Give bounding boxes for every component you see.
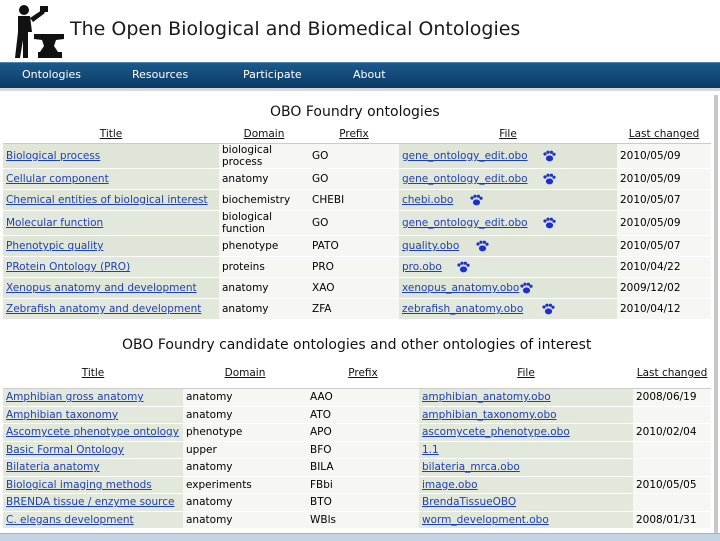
nav-ontologies[interactable]: Ontologies [22, 68, 81, 81]
date-cell [633, 441, 711, 459]
date-cell-text: 2010/05/05 [636, 478, 697, 491]
date-cell [633, 389, 711, 407]
ontology-title-text[interactable]: PRotein Ontology (PRO) [6, 261, 131, 273]
nav-divider [0, 88, 720, 91]
prefix-cell-text: BILA [310, 461, 334, 474]
domain-cell-text: phenotype [186, 426, 243, 439]
ontology-title [3, 190, 219, 211]
domain-cell-text: anatomy [222, 282, 269, 294]
ontology-title-text[interactable]: Biological imaging methods [6, 478, 152, 491]
prefix-cell [309, 144, 399, 169]
prefix-cell-text: XAO [312, 282, 335, 294]
ontology-title-text[interactable]: Amphibian taxonomy [6, 408, 119, 421]
table-row [3, 476, 711, 494]
ontology-title [3, 459, 183, 477]
file-cell-text[interactable]: chebi.obo [402, 194, 454, 206]
file-cell-text[interactable]: amphibian_anatomy.obo [422, 391, 551, 404]
date-cell [633, 476, 711, 494]
prefix-cell-text: FBbi [310, 478, 333, 491]
nav-about[interactable]: About [353, 68, 386, 81]
prefix-cell [309, 278, 399, 299]
file-cell-text[interactable]: gene_ontology_edit.obo [402, 173, 528, 185]
col-last-changed[interactable]: Last changed [633, 358, 711, 389]
ontology-title-text[interactable]: Amphibian gross anatomy [6, 391, 144, 404]
ontology-title-text[interactable]: Ascomycete phenotype ontology [6, 426, 179, 439]
table-row [3, 211, 711, 236]
prefix-cell [307, 389, 419, 407]
ontology-title-text[interactable]: Bilateria anatomy [6, 461, 100, 474]
date-cell-text: 2010/05/07 [620, 194, 681, 206]
date-cell-text: 2010/05/09 [620, 150, 681, 162]
prefix-cell-text: GO [312, 150, 329, 162]
prefix-cell [309, 169, 399, 190]
ontology-title-text[interactable]: Biological process [6, 150, 101, 162]
ontology-title [3, 257, 219, 278]
prefix-cell [309, 190, 399, 211]
table-row [3, 511, 711, 529]
file-cell-text[interactable]: image.obo [422, 478, 478, 491]
date-cell [633, 494, 711, 512]
table-row [3, 494, 711, 512]
col-domain[interactable]: Domain [183, 358, 307, 389]
ontology-title [3, 511, 183, 529]
site-title: The Open Biological and Biomedical Ontologies [70, 18, 521, 40]
file-cell [399, 169, 617, 190]
prefix-cell [309, 257, 399, 278]
domain-cell [219, 278, 309, 299]
table-row [3, 389, 711, 407]
foundry-heading: OBO Foundry ontologies [270, 104, 440, 120]
date-cell-text: 2010/05/09 [620, 217, 681, 229]
table-row [3, 169, 711, 190]
date-cell-text: 2010/04/22 [620, 261, 681, 273]
domain-cell [219, 211, 309, 236]
domain-cell [183, 511, 307, 529]
prefix-cell-text: GO [312, 217, 329, 229]
table-row [3, 406, 711, 424]
prefix-cell-text: GO [312, 173, 329, 185]
paw-icon[interactable] [475, 240, 489, 252]
prefix-cell-text: APO [310, 426, 332, 439]
file-cell [399, 257, 617, 278]
date-cell [617, 190, 711, 211]
file-cell-text[interactable]: xenopus_anatomy.obo [402, 282, 520, 294]
file-cell-text[interactable]: bilateria_mrca.obo [422, 461, 520, 474]
ontology-title [3, 144, 219, 169]
prefix-cell [307, 476, 419, 494]
col-domain[interactable]: Domain [219, 125, 309, 144]
prefix-cell-text: ZFA [312, 303, 332, 315]
table-row [3, 459, 711, 477]
ontology-title [3, 441, 183, 459]
paw-icon[interactable] [541, 303, 555, 315]
ontology-title-text[interactable]: Phenotypic quality [6, 240, 104, 252]
domain-cell [219, 236, 309, 257]
domain-cell-text: proteins [222, 261, 265, 273]
table-row [3, 257, 711, 278]
main-nav [0, 62, 720, 88]
prefix-cell-text: PRO [312, 261, 334, 273]
domain-cell-text: biochemistry [222, 194, 291, 206]
ontology-title-text[interactable]: C. elegans development [6, 513, 134, 526]
date-cell-text: 2008/06/19 [636, 391, 697, 404]
date-cell-text: 2010/05/07 [620, 240, 681, 252]
ontology-title [3, 236, 219, 257]
date-cell-text: 2008/01/31 [636, 513, 697, 526]
prefix-cell [309, 211, 399, 236]
date-cell [633, 424, 711, 442]
file-cell [399, 236, 617, 257]
ontology-title-text[interactable]: BRENDA tissue / enzyme source [6, 496, 175, 509]
table-row [3, 278, 711, 299]
domain-cell [183, 441, 307, 459]
scrollbar-edge [714, 95, 718, 540]
prefix-cell-text: PATO [312, 240, 339, 252]
domain-cell-text: anatomy [186, 513, 233, 526]
paw-icon[interactable] [542, 173, 556, 185]
table-row [3, 236, 711, 257]
domain-cell-text: upper [186, 443, 217, 456]
domain-cell [219, 257, 309, 278]
file-cell-text[interactable]: worm_development.obo [422, 513, 549, 526]
domain-cell [183, 494, 307, 512]
paw-icon[interactable] [519, 282, 533, 294]
date-cell-text: 2009/12/02 [620, 282, 681, 294]
blacksmith-anvil-logo-icon [4, 2, 66, 60]
domain-cell-text: anatomy [186, 496, 233, 509]
file-cell-text[interactable]: 1.1 [422, 443, 439, 456]
ontology-title [3, 211, 219, 236]
prefix-cell [307, 424, 419, 442]
date-cell [617, 257, 711, 278]
file-cell [399, 211, 617, 236]
ontology-title [3, 169, 219, 190]
prefix-cell [309, 236, 399, 257]
file-cell-text[interactable]: amphibian_taxonomy.obo [422, 408, 557, 421]
domain-cell [219, 190, 309, 211]
domain-cell [183, 406, 307, 424]
date-cell-text: 2010/02/04 [636, 426, 697, 439]
date-cell [617, 169, 711, 190]
table-row [3, 299, 711, 320]
col-prefix[interactable]: Prefix [307, 358, 419, 389]
file-cell [399, 299, 617, 320]
prefix-cell [307, 511, 419, 529]
domain-cell-text: biological function [222, 211, 273, 235]
file-cell [419, 389, 633, 407]
prefix-cell [307, 494, 419, 512]
file-cell-text[interactable]: ascomycete_phenotype.obo [422, 426, 570, 439]
domain-cell [183, 459, 307, 477]
paw-icon[interactable] [542, 217, 556, 229]
foundry-table [3, 125, 711, 320]
prefix-cell-text: BFO [310, 443, 332, 456]
file-cell-text[interactable]: BrendaTissueOBO [422, 496, 517, 509]
file-cell-text[interactable]: gene_ontology_edit.obo [402, 217, 528, 229]
date-cell [617, 299, 711, 320]
domain-cell-text: anatomy [186, 408, 233, 421]
prefix-cell-text: AAO [310, 391, 333, 404]
ontology-title [3, 476, 183, 494]
col-title[interactable]: Title [3, 358, 183, 389]
domain-cell-text: anatomy [222, 173, 269, 185]
date-cell [633, 406, 711, 424]
prefix-cell-text: CHEBI [312, 194, 345, 206]
file-cell [419, 459, 633, 477]
date-cell [617, 236, 711, 257]
domain-cell-text: experiments [186, 478, 252, 491]
domain-cell-text: anatomy [222, 303, 269, 315]
col-prefix[interactable]: Prefix [309, 125, 399, 144]
ontology-title [3, 424, 183, 442]
file-cell [419, 406, 633, 424]
date-cell-text: 2010/04/12 [620, 303, 681, 315]
prefix-cell [307, 441, 419, 459]
domain-cell [219, 169, 309, 190]
file-cell [399, 190, 617, 211]
site-header [0, 0, 720, 62]
file-cell-text[interactable]: zebrafish_anatomy.obo [402, 303, 524, 315]
date-cell-text: 2010/05/09 [620, 173, 681, 185]
file-cell [419, 494, 633, 512]
table-row [3, 190, 711, 211]
paw-icon[interactable] [456, 261, 470, 273]
prefix-cell [307, 459, 419, 477]
domain-cell [219, 299, 309, 320]
ontology-title-text[interactable]: Xenopus anatomy and development [6, 282, 197, 294]
file-cell-text[interactable]: pro.obo [402, 261, 442, 273]
ontology-title-text[interactable]: Cellular component [6, 173, 109, 185]
table-row [3, 144, 711, 169]
col-file[interactable]: File [419, 358, 633, 389]
ontology-title-text[interactable]: Chemical entities of biological interest [6, 194, 208, 206]
prefix-cell-text: ATO [310, 408, 332, 421]
paw-icon[interactable] [542, 150, 556, 162]
domain-cell [219, 144, 309, 169]
table-row [3, 424, 711, 442]
prefix-cell [309, 299, 399, 320]
domain-cell-text: anatomy [186, 391, 233, 404]
domain-cell-text: biological process [222, 144, 273, 168]
table-row [3, 441, 711, 459]
ontology-title [3, 406, 183, 424]
domain-cell [183, 424, 307, 442]
paw-icon[interactable] [469, 194, 483, 206]
ontology-title [3, 389, 183, 407]
domain-cell-text: phenotype [222, 240, 279, 252]
ontology-title-text[interactable]: Zebrafish anatomy and development [6, 303, 202, 315]
file-cell [399, 278, 617, 299]
date-cell [617, 144, 711, 169]
file-cell [419, 476, 633, 494]
date-cell [617, 278, 711, 299]
date-cell [633, 459, 711, 477]
candidates-heading: OBO Foundry candidate ontologies and other ontologies of interest [122, 337, 592, 353]
nav-participate[interactable]: Participate [243, 68, 302, 81]
col-file[interactable]: File [399, 125, 617, 144]
prefix-cell-text: WBls [310, 513, 336, 526]
date-cell [617, 211, 711, 236]
ontology-title [3, 299, 219, 320]
file-cell [419, 424, 633, 442]
ontology-title [3, 494, 183, 512]
file-cell [399, 144, 617, 169]
file-cell-text[interactable]: gene_ontology_edit.obo [402, 150, 528, 162]
prefix-cell-text: BTO [310, 496, 332, 509]
ontology-title-text[interactable]: Basic Formal Ontology [6, 443, 124, 456]
date-cell [633, 511, 711, 529]
col-last-changed[interactable]: Last changed [617, 125, 711, 144]
domain-cell [183, 476, 307, 494]
col-title[interactable]: Title [3, 125, 219, 144]
ontology-title-text[interactable]: Molecular function [6, 217, 104, 229]
candidates-table [3, 358, 711, 529]
file-cell [419, 511, 633, 529]
file-cell [419, 441, 633, 459]
file-cell-text[interactable]: quality.obo [402, 240, 460, 252]
nav-resources[interactable]: Resources [132, 68, 189, 81]
domain-cell-text: anatomy [186, 461, 233, 474]
domain-cell [183, 389, 307, 407]
ontology-title [3, 278, 219, 299]
prefix-cell [307, 406, 419, 424]
